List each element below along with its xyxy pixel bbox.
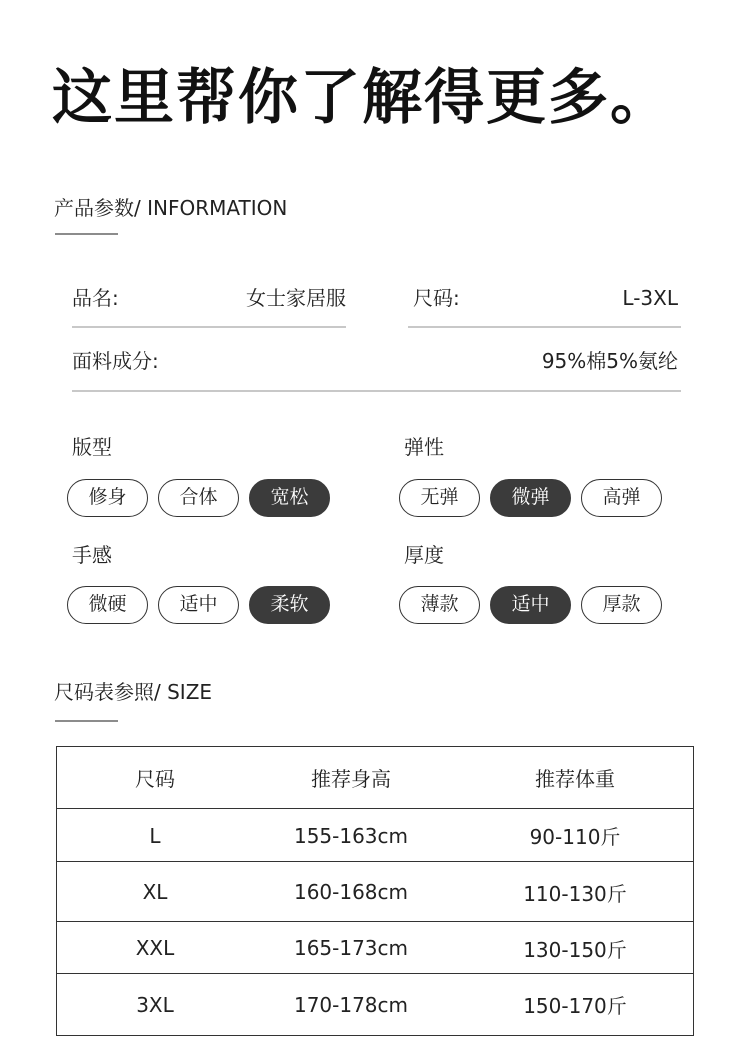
table-row: [57, 808, 693, 862]
table-cell: 3XL: [136, 992, 174, 1017]
table-cell: 160-168cm: [293, 880, 409, 904]
size-chart-table: [56, 746, 694, 1036]
product-name-label: 品名:: [72, 286, 119, 310]
table-cell: 90-110斤: [529, 825, 621, 849]
size-value: L-3XL: [622, 286, 678, 310]
stretch-option-none[interactable]: 无弹: [399, 479, 480, 517]
table-cell: 110-130斤: [523, 881, 627, 906]
table-cell: 170-178cm: [293, 992, 409, 1017]
row-divider: [408, 326, 681, 328]
header-cell: 推荐体重: [535, 767, 615, 791]
table-cell: L: [149, 823, 161, 848]
row-divider: [72, 326, 346, 328]
table-cell: XL: [142, 880, 168, 904]
table-cell: 150-170斤: [523, 994, 627, 1018]
table-cell: XXL: [135, 936, 175, 960]
table-header-row: [57, 747, 693, 808]
thickness-option-medium[interactable]: 适中: [490, 586, 571, 624]
feel-option-soft[interactable]: 柔软: [249, 586, 330, 624]
feel-option-medium[interactable]: 适中: [158, 586, 239, 624]
fit-option-regular[interactable]: 合体: [158, 479, 239, 517]
fit-option-slim[interactable]: 修身: [67, 479, 148, 517]
attr-feel-label: 手感: [72, 543, 112, 567]
size-label: 尺码:: [413, 286, 460, 310]
table-cell: 155-163cm: [293, 823, 409, 848]
header-cell: 推荐身高: [311, 767, 391, 791]
attr-fit-label: 版型: [72, 435, 112, 459]
stretch-option-slight[interactable]: 微弹: [490, 479, 571, 517]
attr-thickness-label: 厚度: [404, 543, 444, 567]
stretch-option-high[interactable]: 高弹: [581, 479, 662, 517]
thickness-option-thin[interactable]: 薄款: [399, 586, 480, 624]
table-row: [57, 973, 693, 1035]
product-name-value: 女士家居服: [246, 286, 346, 310]
table-row: [57, 861, 693, 922]
page-headline: 这里帮你了解得更多。: [52, 63, 672, 133]
fabric-label: 面料成分:: [72, 349, 159, 373]
row-divider: [72, 390, 681, 392]
table-cell: 165-173cm: [293, 936, 409, 960]
fit-option-loose[interactable]: 宽松: [249, 479, 330, 517]
table-cell: 130-150斤: [523, 937, 627, 962]
info-section-rule: [55, 233, 118, 235]
size-section-title: 尺码表参照/ SIZE: [54, 680, 213, 704]
header-cell: 尺码: [135, 767, 175, 791]
info-section-title: 产品参数/ INFORMATION: [54, 196, 288, 220]
feel-option-firm[interactable]: 微硬: [67, 586, 148, 624]
fabric-value: 95%棉5%氨纶: [541, 349, 678, 373]
thickness-option-thick[interactable]: 厚款: [581, 586, 662, 624]
table-row: [57, 921, 693, 974]
size-section-rule: [55, 720, 118, 722]
attr-stretch-label: 弹性: [404, 435, 444, 459]
